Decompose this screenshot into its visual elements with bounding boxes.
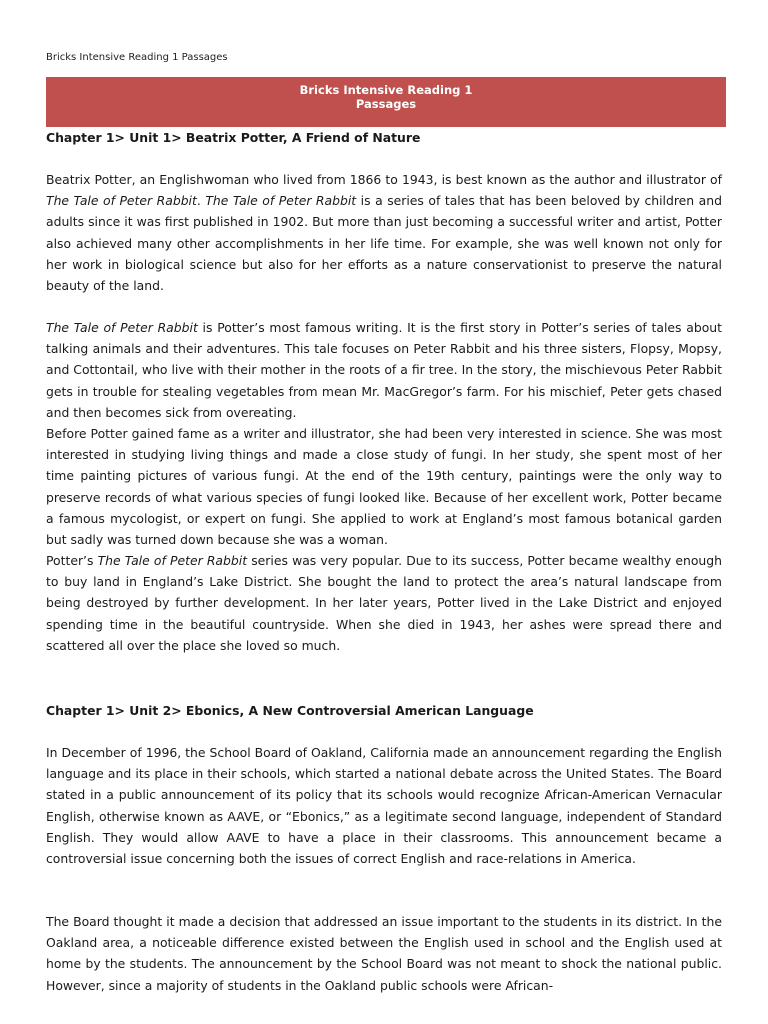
book-title: The Tale of Peter Rabbit: [46, 320, 198, 335]
text-run: series was very popular. Due to its success, Potter became wealthy enough to buy land in England’s Lake District. She bought the land to protect the area’s natural landscape from being destroyed by further development. In her later years, Potter lived in the Lake District and enjoyed spending time in the beautiful countryside. When she died in 1943, her ashes were spread there and scattered all over the place she loved so much.: [46, 553, 722, 653]
text-run: is a series of tales that has been beloved by children and adults since it was first published in 1902. But more than just becoming a successful writer and artist, Potter also achieved many other accomplishments in her life time. For example, she was well known not only for her work in biological science but also for her efforts as a nature conservationist to preserve the natural beauty of the land.: [46, 193, 722, 294]
unit1-heading: Chapter 1> Unit 1> Beatrix Potter, A Friend of Nature: [46, 130, 421, 145]
book-title: The Tale of Peter Rabbit: [205, 193, 357, 209]
title-banner: [46, 77, 726, 127]
banner-title-line2: Passages: [355, 97, 417, 111]
running-header: Bricks Intensive Reading 1 Passages: [46, 52, 228, 63]
unit1-paragraph-1: [46, 169, 722, 296]
unit2-paragraph-2: The Board thought it made a decision that addressed an issue important to the students in its district. In the Oakland area, a noticeable difference existed between the English used in school and the English used at home by the students. The announcement by the School Board was not meant to shock the national public. However, since a majority of students in the Oakland public schools were African-: [46, 914, 722, 993]
text-run: is Potter’s most famous writing. It is the first story in Potter’s series of tales about talking animals and their adventures. This tale focuses on Peter Rabbit and his three sisters, Flopsy, Mopsy, and Cottontail, who live with their mother in the roots of a fir tree. In the story, the mischievous Peter Rabbit gets in trouble for stealing vegetables from mean Mr. MacGregor’s farm. For his mischief, Peter gets chased and then becomes sick from overeating.: [46, 320, 722, 420]
book-title: The Tale of Peter Rabbit: [46, 193, 197, 209]
unit2-heading: Chapter 1> Unit 2> Ebonics, A New Controversial American Language: [46, 703, 534, 718]
book-title: The Tale of Peter Rabbit: [97, 553, 248, 568]
text-run: Potter’s: [46, 553, 98, 568]
text-run: Beatrix Potter, an Englishwoman who lived from 1866 to 1943, is best known as the author and illustrator of: [46, 172, 722, 187]
unit1-paragraph-3: Before Potter gained fame as a writer and illustrator, she had been very interested in science. She was most interested in studying living things and made a close study of fungi. In her study, she spent most of her time painting pictures of various fungi. At the end of the 19th century, paintings were the only way to preserve records of what various species of fungi looked like. Because of her excellent work, Potter became a famous mycologist, or expert on fungi. She applied to work at England’s most famous botanical garden but sadly was turned down because she was a woman.: [46, 426, 722, 548]
unit2-paragraph-1: In December of 1996, the School Board of Oakland, California made an announcement regarding the English language and its place in their schools, which started a national debate across the United States. The Board stated in a public announcement of its policy that its schools would recognize African-American Vernacular English, otherwise known as AAVE, or “Ebonics,” as a legitimate second language, independent of Standard English. They would allow AAVE to have a place in their classrooms. This announcement became a controversial issue concerning both the issues of correct English and race-relations in America.: [46, 745, 722, 867]
banner-title-line1: Bricks Intensive Reading 1: [299, 83, 473, 97]
text-run: .: [196, 193, 206, 209]
unit1-paragraph-4: [46, 550, 722, 656]
unit1-paragraph-2: [46, 317, 722, 423]
